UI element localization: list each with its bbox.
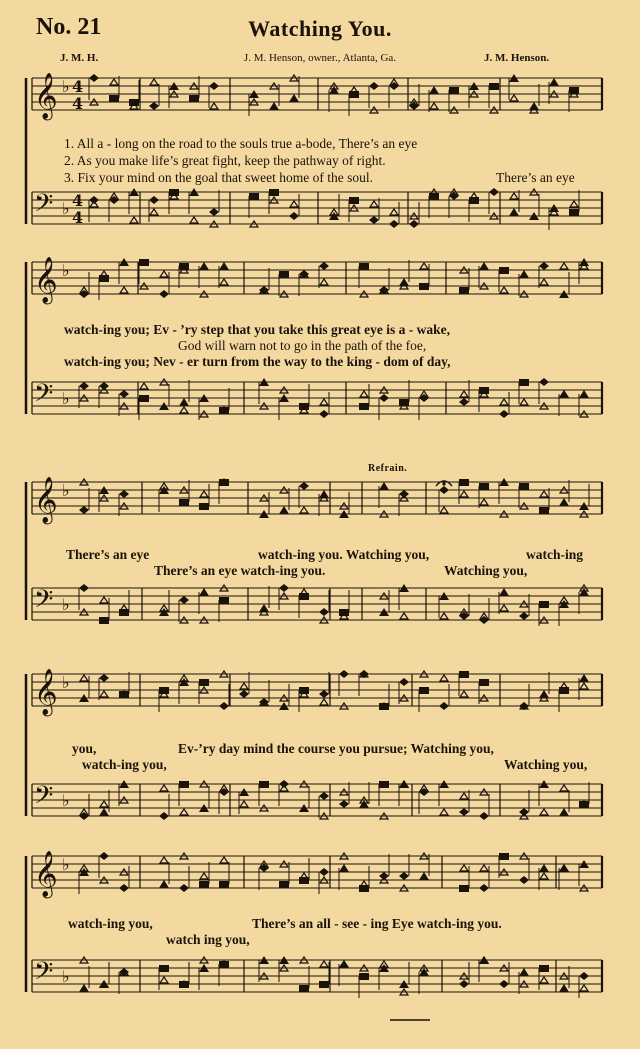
note-head [429, 86, 439, 94]
note-head [199, 679, 209, 686]
lyric-line: watch-ing you, [68, 916, 153, 931]
note-head [349, 197, 359, 204]
fermata-dot [442, 482, 445, 485]
note-head [279, 584, 289, 592]
note-head [579, 390, 589, 398]
note-head [560, 785, 568, 791]
note-head [220, 279, 228, 285]
note-head [120, 287, 128, 293]
note-head [479, 483, 489, 490]
lyric-verse-1: 1. All a - long on the road to the souls true a-bode, There’s an eye [64, 136, 418, 151]
note-head [569, 209, 579, 216]
note-head [459, 479, 469, 486]
note-head [460, 391, 468, 397]
flat-sign: ♭ [62, 855, 70, 874]
note-head [580, 985, 588, 991]
note-head [379, 482, 389, 490]
note-head [99, 808, 109, 816]
note-head [460, 491, 468, 497]
note-head [199, 588, 209, 596]
note-head [109, 95, 119, 102]
note-head [389, 220, 399, 228]
note-head [79, 984, 89, 992]
note-head [190, 217, 198, 223]
note-head [519, 612, 529, 620]
note-head [100, 691, 108, 697]
note-head [320, 961, 328, 967]
note-head [459, 287, 469, 294]
note-head [539, 262, 549, 270]
note-head [509, 208, 519, 216]
bass-clef: 𝄢 [34, 781, 54, 816]
note-head [460, 691, 468, 697]
note-head [500, 399, 508, 405]
note-head [559, 498, 569, 506]
flat-sign: ♭ [62, 595, 70, 614]
note-head [320, 399, 328, 405]
note-head [299, 985, 309, 992]
note-head [539, 507, 549, 514]
lyric-line: There’s an all - see - ing Eye watch-ing you. [252, 916, 502, 931]
lyric-line: watch ing you, [166, 932, 250, 947]
note-head [209, 208, 219, 216]
note-head [489, 188, 499, 196]
note-head [100, 597, 108, 603]
note-head [460, 793, 468, 799]
note-head [160, 857, 168, 863]
note-head [219, 597, 229, 604]
note-head [440, 507, 448, 513]
note-head [140, 383, 148, 389]
note-head [269, 189, 279, 196]
note-head [580, 683, 588, 689]
note-head [499, 588, 509, 596]
note-head [439, 702, 449, 710]
note-head [209, 82, 219, 90]
note-head [370, 201, 378, 207]
note-head [180, 809, 188, 815]
note-head [440, 675, 448, 681]
lyric-line: Ev-’ry day mind the course you pursue; Watching you, [178, 741, 494, 756]
note-head [219, 881, 229, 888]
note-head [159, 812, 169, 820]
flat-sign: ♭ [62, 673, 70, 692]
note-head [359, 403, 369, 410]
note-head [199, 503, 209, 510]
note-head [559, 984, 569, 992]
note-head [159, 880, 169, 888]
hymn-title: Watching You. [248, 16, 392, 41]
lyric-line: you, [72, 741, 97, 756]
note-head [219, 262, 229, 270]
treble-clef: 𝄞 [34, 669, 58, 715]
note-head [339, 800, 349, 808]
flat-sign: ♭ [62, 389, 70, 408]
note-head [319, 792, 329, 800]
note-head [319, 608, 329, 616]
treble-clef: 𝄞 [34, 477, 58, 523]
note-head [99, 852, 109, 860]
note-head [459, 808, 469, 816]
note-head [439, 486, 449, 494]
refrain-label: Refrain. [368, 463, 408, 474]
treble-clef: 𝄞 [34, 851, 58, 897]
lyricist-credit: J. M. H. [60, 52, 99, 64]
note-head [200, 873, 208, 879]
note-head [159, 965, 169, 972]
note-head [160, 977, 168, 983]
note-head [390, 209, 398, 215]
lyric-line: watch-ing you. Watching you, [258, 547, 430, 562]
note-head [400, 613, 408, 619]
lyric-line: watch-ing [526, 547, 583, 562]
note-head [320, 279, 328, 285]
note-head [99, 674, 109, 682]
note-head [379, 394, 389, 402]
note-head [359, 263, 369, 270]
note-head [540, 809, 548, 815]
hymn-number: No. 21 [36, 14, 102, 40]
note-head [369, 216, 379, 224]
note-head [279, 271, 289, 278]
time-signature: 4 [72, 208, 84, 227]
note-head [459, 398, 469, 406]
note-head [549, 78, 559, 86]
note-head [539, 864, 549, 872]
note-head [459, 980, 469, 988]
note-head [479, 812, 489, 820]
note-head [480, 499, 488, 505]
bass-clef: 𝄢 [34, 189, 54, 224]
note-head [459, 671, 469, 678]
treble-clef: 𝄞 [34, 257, 58, 303]
note-head [99, 617, 109, 624]
note-head [520, 399, 528, 405]
note-head [189, 95, 199, 102]
note-head [269, 102, 279, 110]
lyric-verse-2: 2. As you make life’s great fight, keep the pathway of right. [64, 153, 386, 168]
note-head [539, 601, 549, 608]
note-head [110, 79, 118, 85]
time-signature: 4 [72, 77, 84, 96]
note-head [540, 977, 548, 983]
bass-clef: 𝄢 [34, 957, 54, 992]
note-head [150, 209, 158, 215]
lyric-line: There’s an eye watch-ing you. [154, 563, 326, 578]
note-head [539, 965, 549, 972]
note-head [179, 499, 189, 506]
copyright-line: J. M. Henson, owner., Atlanta, Ga. [243, 52, 397, 64]
note-head [119, 390, 129, 398]
note-head [499, 410, 509, 418]
note-head [160, 271, 168, 277]
note-head [300, 507, 308, 513]
note-head [179, 781, 189, 788]
note-head [240, 801, 248, 807]
note-head [419, 872, 429, 880]
note-head [500, 287, 508, 293]
note-head [279, 881, 289, 888]
note-head [319, 981, 329, 988]
note-head [119, 490, 129, 498]
note-head [179, 398, 189, 406]
note-head [480, 865, 488, 871]
note-head [79, 584, 89, 592]
note-head [419, 687, 429, 694]
note-head [139, 259, 149, 266]
flat-sign: ♭ [62, 199, 70, 218]
time-signature: 4 [72, 191, 84, 210]
note-head [489, 83, 499, 90]
note-head [159, 290, 169, 298]
note-head [100, 801, 108, 807]
lyric-line: There’s an eye [66, 547, 150, 562]
note-head [319, 262, 329, 270]
note-head [289, 212, 299, 220]
note-head [430, 103, 438, 109]
flat-sign: ♭ [62, 261, 70, 280]
lyric-line: Watching you, [444, 563, 528, 578]
note-head [559, 808, 569, 816]
note-head [130, 217, 138, 223]
note-head [479, 884, 489, 892]
flat-sign: ♭ [62, 77, 70, 96]
note-head [409, 220, 419, 228]
note-head [220, 857, 228, 863]
note-head [440, 809, 448, 815]
lyric-verse-3-end: There’s an eye [496, 170, 575, 185]
note-head [279, 506, 289, 514]
note-head [440, 613, 448, 619]
note-head [320, 699, 328, 705]
note-head [519, 483, 529, 490]
note-head [419, 283, 429, 290]
note-head [499, 980, 509, 988]
note-head [339, 864, 349, 872]
lyric-line: watch-ing you; Nev - er turn from the way to the king - dom of day, [64, 354, 451, 369]
lyric-line: God will warn not to go in the path of the foe, [178, 338, 427, 353]
note-head [359, 973, 369, 980]
note-head [399, 678, 409, 686]
lyric-line: watch-ing you, [82, 757, 167, 772]
note-head [179, 884, 189, 892]
flat-sign: ♭ [62, 967, 70, 986]
lyric-verse-3: 3. Fix your mind on the goal that sweet home of the soul. [64, 170, 373, 185]
note-head [479, 679, 489, 686]
note-head [150, 79, 158, 85]
note-head [210, 103, 218, 109]
note-head [519, 270, 529, 278]
lyric-line: watch-ing you; Ev - ’ry step that you take this great eye is a - wake, [64, 322, 450, 337]
note-head [339, 670, 349, 678]
note-head [579, 674, 589, 682]
note-head [459, 885, 469, 892]
note-head [79, 506, 89, 514]
bass-clef: 𝄢 [34, 379, 54, 414]
note-head [219, 702, 229, 710]
note-head [160, 785, 168, 791]
note-head [379, 781, 389, 788]
note-head [449, 87, 459, 94]
flat-sign: ♭ [62, 791, 70, 810]
note-head [460, 865, 468, 871]
note-head [510, 193, 518, 199]
note-head [240, 683, 248, 689]
note-head [420, 263, 428, 269]
note-head [479, 262, 489, 270]
note-head [200, 491, 208, 497]
note-head [79, 382, 89, 390]
treble-clef: 𝄞 [34, 73, 58, 119]
bass-clef: 𝄢 [34, 585, 54, 620]
note-head [560, 263, 568, 269]
note-head [199, 262, 209, 270]
note-head [539, 378, 549, 386]
note-head [180, 407, 188, 413]
note-head [570, 201, 578, 207]
note-head [149, 196, 159, 204]
note-head [239, 690, 249, 698]
note-head [499, 267, 509, 274]
note-head [510, 95, 518, 101]
note-head [249, 193, 259, 200]
note-head [579, 972, 589, 980]
note-head [89, 74, 99, 82]
note-head [519, 379, 529, 386]
note-head [519, 968, 529, 976]
note-head [540, 491, 548, 497]
note-head [179, 596, 189, 604]
note-head [519, 876, 529, 884]
note-head [499, 853, 509, 860]
flat-sign: ♭ [62, 481, 70, 500]
note-head [119, 884, 129, 892]
note-head [80, 675, 88, 681]
note-head [149, 102, 159, 110]
note-head [360, 391, 368, 397]
note-head [500, 605, 508, 611]
note-head [139, 395, 149, 402]
composer-credit: J. M. Henson. [484, 52, 550, 64]
note-head [540, 873, 548, 879]
note-head [540, 279, 548, 285]
note-head [299, 482, 309, 490]
note-head [290, 201, 298, 207]
lyric-line: Watching you, [504, 757, 588, 772]
note-head [259, 781, 269, 788]
note-head [399, 872, 409, 880]
note-head [289, 94, 299, 102]
note-head [319, 410, 329, 418]
time-signature: 4 [72, 94, 84, 113]
note-head [319, 690, 329, 698]
note-head [319, 868, 329, 876]
note-head [369, 82, 379, 90]
note-head [199, 881, 209, 888]
